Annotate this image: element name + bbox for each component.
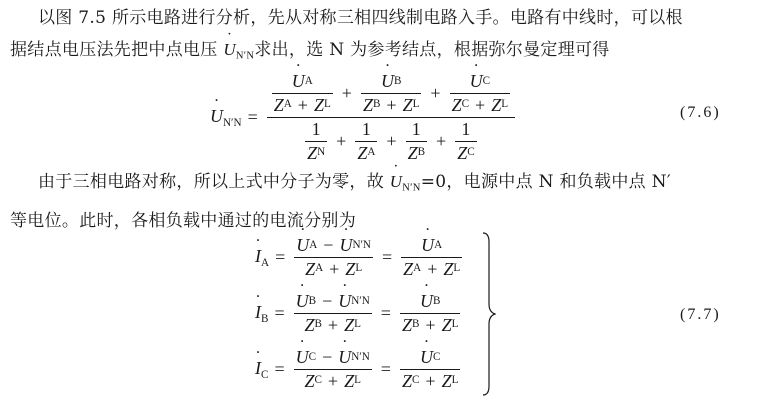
paragraph-1-line-2-start: 据结点电压法先把中点电压 (10, 40, 224, 60)
equation-7-7-row-B: ˙ $I_B$ = ˙ U B − ˙ U N′N Z B + Z L = ˙ U B Z B + Z L (255, 292, 463, 335)
equation-number-7-7: (7.7) (680, 306, 721, 323)
paragraph-2-line-1 (10, 166, 766, 205)
equation-7-7-row-C: ˙ $I_C$ = ˙ U C − ˙ U N′N Z C + Z L = ˙ U C Z C + Z L (255, 348, 463, 391)
right-brace-icon (482, 232, 496, 396)
equation-7-6 (210, 72, 518, 163)
eq76-lhs: ˙ $U_{N'N}$ (210, 106, 242, 129)
eq76-equals: = (247, 106, 258, 127)
eq76-denominator: 1 Z N + 1 Z A + 1 Z B + 1 Z C (307, 118, 475, 163)
eq76-term-C: ˙ U C Z C + Z L (450, 72, 510, 115)
equation-7-7-row-A: ˙ $I_A$ = ˙ U A − ˙ U N′N Z A + Z L = ˙ U A Z A + Z L (255, 236, 465, 279)
equation-number-7-6: (7.6) (680, 104, 721, 121)
paragraph-2-line-1-end: =0，电源中点 N 和负载中点 N′ (420, 172, 671, 192)
paragraph-2-line-2: 等电位。此时，各相负载中通过的电流分别为 (10, 210, 356, 231)
eq76-main-fraction (267, 72, 515, 163)
paragraph-2-line-1-start: 由于三相电路对称，所以上式中分子为零，故 (38, 172, 390, 192)
eq76-numerator: ˙ U A Z A + Z L + ˙ U B Z B + Z L + ˙ U C Z C + Z L (267, 72, 515, 115)
eq76-term-B: ˙ U B Z B + Z L (361, 72, 421, 115)
paragraph-2 (10, 166, 766, 237)
paragraph-1-line-1: 以图 7.5 所示电路进行分析，先从对称三相四线制电路入手。电路有中线时，可以根 (38, 8, 683, 28)
eq76-term-A: ˙ U A Z A + Z L (272, 72, 333, 115)
inline-symbol-voltage-UNN: ˙ $U_{N'N}$ (223, 40, 254, 59)
inline-symbol-voltage-UNN-2: ˙ $U_{N'N}$ (390, 172, 421, 191)
paragraph-1-line-2-end: 求出，选 N 为参考结点，根据弥尔曼定理可得 (254, 40, 610, 60)
